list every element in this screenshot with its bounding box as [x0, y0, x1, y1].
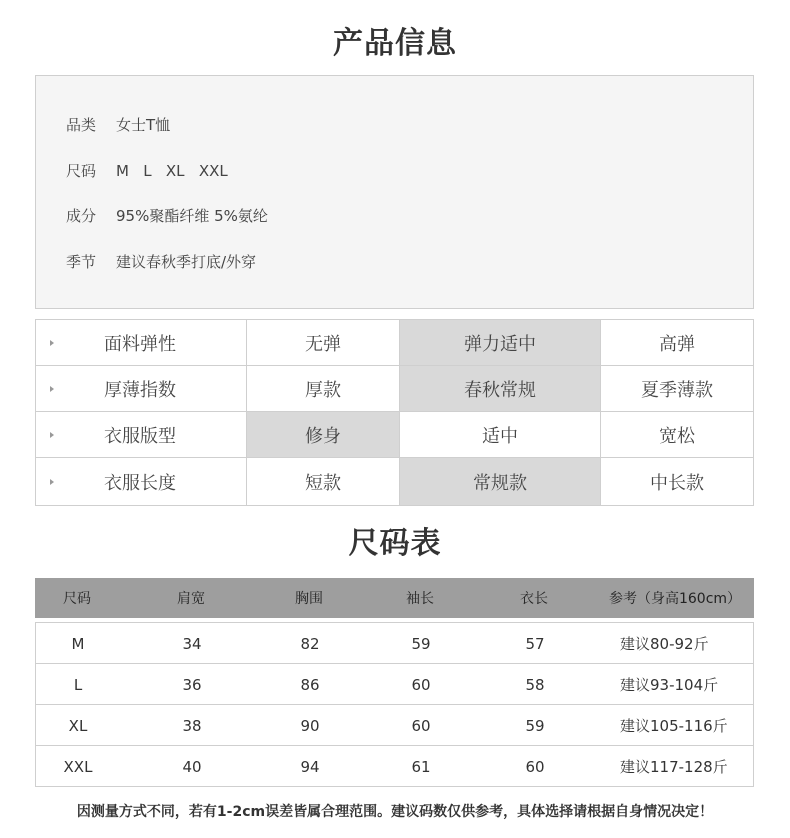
attribute-label: 面料弹性	[104, 333, 176, 355]
size-reference-cell: 建议117-128斤	[620, 758, 728, 776]
product-info-box	[35, 75, 754, 309]
info-value: 95%聚酯纤维 5%氨纶	[116, 207, 268, 225]
attribute-option: 无弹	[247, 320, 400, 365]
size-label-cell: L	[73, 675, 83, 694]
attribute-row	[36, 366, 753, 412]
info-row-season	[66, 251, 256, 273]
attribute-row	[36, 320, 753, 365]
attribute-row	[36, 412, 753, 458]
size-value-cell: 61	[411, 757, 431, 776]
attribute-label-cell	[36, 412, 247, 458]
size-label-cell: XL	[68, 716, 88, 735]
size-table-header	[35, 578, 754, 618]
size-chart-title: 尺码表	[348, 526, 442, 561]
row-divider	[36, 704, 753, 705]
row-divider	[36, 411, 753, 412]
size-header-cell: 肩宽	[177, 591, 205, 607]
size-header-cell: 尺码	[63, 591, 91, 607]
size-value-cell: 94	[300, 757, 320, 776]
info-value: M L XL XXL	[116, 162, 228, 180]
size-header-cell: 袖长	[406, 591, 434, 607]
attribute-option: 适中	[400, 412, 601, 458]
info-row-material	[66, 205, 268, 227]
attribute-label: 衣服版型	[104, 426, 176, 447]
size-value-cell: 90	[300, 716, 320, 735]
attribute-row	[36, 458, 753, 505]
size-reference-cell: 建议80-92斤	[620, 635, 709, 653]
size-header-cell: 胸围	[295, 591, 323, 607]
size-table-row	[36, 746, 753, 787]
size-value-cell: 60	[525, 757, 545, 776]
measurement-note: 因测量方式不同，若有1-2cm误差皆属合理范围。建议码数仅供参考，具体选择请根据自身情况决定！	[76, 804, 714, 820]
size-value-cell: 58	[525, 675, 545, 694]
size-table-row	[36, 664, 753, 705]
row-divider	[36, 457, 753, 458]
size-value-cell: 40	[182, 757, 202, 776]
size-reference-cell: 建议105-116斤	[620, 717, 728, 735]
attribute-label: 厚薄指数	[104, 380, 176, 401]
attribute-label-cell	[36, 320, 247, 365]
size-table-row	[36, 705, 753, 746]
triangle-bullet-icon	[50, 432, 54, 438]
size-header-cell: 衣长	[520, 591, 548, 607]
attribute-option-selected: 常规款	[400, 458, 601, 505]
triangle-bullet-icon	[50, 479, 54, 485]
size-reference-cell: 建议93-104斤	[620, 676, 719, 694]
attribute-option-selected: 春秋常规	[400, 366, 601, 412]
attribute-option-selected: 修身	[247, 412, 400, 458]
info-key: 成分	[66, 207, 97, 225]
size-value-cell: 36	[182, 675, 202, 694]
triangle-bullet-icon	[50, 386, 54, 392]
row-divider	[36, 365, 753, 366]
info-row-category	[66, 114, 170, 136]
product-info-title: 产品信息	[333, 26, 457, 61]
size-table-row	[36, 623, 753, 664]
row-divider	[36, 745, 753, 746]
size-value-cell: 60	[411, 716, 431, 735]
attribute-option: 高弹	[659, 333, 695, 355]
attribute-label-cell	[36, 458, 247, 505]
attribute-table	[35, 319, 754, 506]
attribute-option: 短款	[247, 458, 400, 505]
attribute-label-cell	[36, 366, 247, 412]
info-key: 品类	[66, 116, 97, 134]
size-value-cell: 59	[525, 716, 545, 735]
size-value-cell: 86	[300, 675, 320, 694]
size-value-cell: 82	[300, 634, 320, 653]
attribute-option: 中长款	[650, 472, 704, 494]
row-divider	[36, 663, 753, 664]
size-label-cell: XXL	[63, 757, 93, 776]
info-value: 建议春秋季打底/外穿	[116, 253, 257, 271]
size-value-cell: 34	[182, 634, 202, 653]
size-table-body	[35, 622, 754, 787]
size-value-cell: 59	[411, 634, 431, 653]
attribute-option: 宽松	[659, 426, 695, 447]
info-row-size	[66, 160, 228, 182]
attribute-option: 厚款	[247, 366, 400, 412]
size-value-cell: 38	[182, 716, 202, 735]
info-key: 尺码	[66, 162, 97, 180]
size-header-cell: 参考（身高160cm）	[608, 591, 742, 607]
info-value: 女士T恤	[116, 116, 171, 134]
attribute-option: 夏季薄款	[641, 380, 713, 401]
size-value-cell: 57	[525, 634, 545, 653]
info-key: 季节	[66, 253, 97, 271]
attribute-option-selected: 弹力适中	[400, 320, 601, 365]
triangle-bullet-icon	[50, 340, 54, 346]
attribute-label: 衣服长度	[104, 472, 176, 494]
size-label-cell: M	[71, 634, 85, 653]
size-value-cell: 60	[411, 675, 431, 694]
